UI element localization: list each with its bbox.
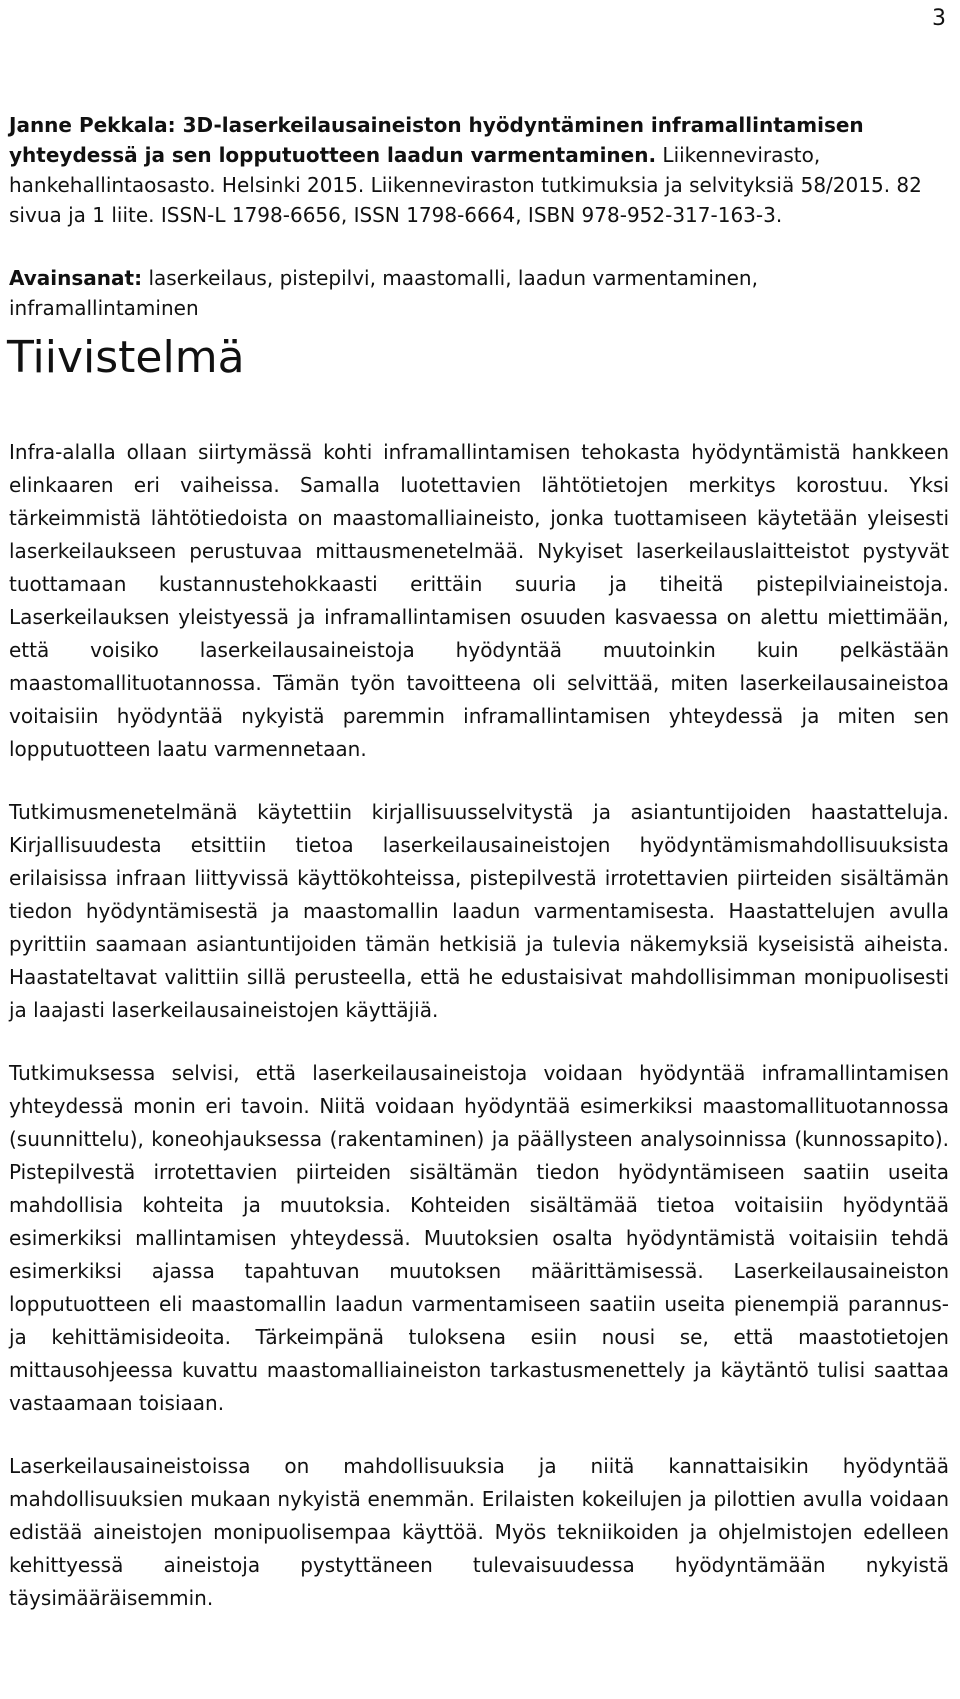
keywords-text: laserkeilaus, pistepilvi, maastomalli, laadun varmentaminen, inframallintaminen: [9, 266, 758, 320]
paragraph: Tutkimuksessa selvisi, että laserkeilausaineistoja voidaan hyödyntää inframallintamisen yhteydessä monin eri tavoin. Niitä voidaan hyödyntää esimerkiksi maastomallituotannossa (suunnittelu), koneohjauksessa (rakentaminen) ja päällysteen analysoinnissa (kunnossapito). Pistepilvestä irrotettavien piirteiden sisältämän tiedon hyödyntämiseen saatiin useita mahdollisia kohteita ja muutoksia. Kohteiden sisältämää tietoa voitaisiin hyödyntää esimerkiksi mallintamisen yhteydessä. Muutoksien osalta hyödyntämistä voitaisiin tehdä esimerkiksi ajassa tapahtuvan muutoksen määrittämisessä. Laserkeilausaineiston lopputuotteen eli maastomallin laadun varmentamiseen saatiin useita pienempiä parannus- ja kehittämisideoita. Tärkeimpänä tuloksena esiin nousi se, että maastotietojen mittausohjeessa kuvattu maastomalliaineiston tarkastusmenettely ja käytäntö tulisi saattaa vastaamaan toisiaan.: [9, 1061, 949, 1415]
reference-details: Liikennevirasto, hankehallintaosasto. Helsinki 2015. Liikenneviraston tutkimuksia ja selvityksiä 58/2015. 82 sivua ja 1 liite. ISSN-L 1798-6656, ISSN 1798-6664, ISBN 978-952-317-163-3.: [9, 143, 922, 227]
keywords: [9, 263, 945, 323]
keywords-label: Avainsanat:: [9, 266, 143, 290]
section-title: Tiivistelmä: [7, 332, 245, 383]
paragraph: Infra-alalla ollaan siirtymässä kohti inframallintamisen tehokasta hyödyntämistä hankkeen elinkaaren eri vaiheissa. Samalla luotettavien lähtötietojen merkitys korostuu. Yksi tärkeimmistä lähtötiedoista on maastomalliaineisto, jonka tuottamiseen käytetään yleisesti laserkeilaukseen perustuvaa mittausmenetelmää. Nykyiset laserkeilauslaitteistot pystyvät tuottamaan kustannustehokkaasti erittäin suuria ja tiheitä pistepilviaineistoja. Laserkeilauksen yleistyessä ja inframallintamisen osuuden kasvaessa on alettu miettimään, että voisiko laserkeilausaineistoja hyödyntää muutoinkin kuin pelkästään maastomallituotannossa. Tämän työn tavoitteena oli selvittää, miten laserkeilausaineistoa voitaisiin hyödyntää nykyistä paremmin inframallintamisen yhteydessä ja miten sen lopputuotteen laatu varmennetaan.: [9, 440, 949, 761]
reference-title: Janne Pekkala: 3D-laserkeilausaineiston hyödyntäminen inframallintamisen yhteydessä ja sen lopputuotteen laadun varmentaminen.: [9, 113, 864, 167]
page-number: 3: [932, 6, 946, 31]
paragraph: Laserkeilausaineistoissa on mahdollisuuksia ja niitä kannattaisikin hyödyntää mahdollisuuksien mukaan nykyistä enemmän. Erilaisten kokeilujen ja pilottien avulla voidaan edistää aineistojen monipuolisempaa käyttöä. Myös tekniikoiden ja ohjelmistojen edelleen kehittyessä aineistoja pystyttäneen tulevaisuudessa hyödyntämään nykyistä täysimääräisemmin.: [9, 1454, 949, 1610]
paragraph: Tutkimusmenetelmänä käytettiin kirjallisuusselvitystä ja asiantuntijoiden haastatteluja. Kirjallisuudesta etsittiin tietoa laserkeilausaineistojen hyödyntämismahdollisuuksista erilaisissa infraan liittyvissä käyttökohteissa, pistepilvestä irrotettavien piirteiden sisältämän tiedon hyödyntämisestä ja maastomallin laadun varmentamisesta. Haastattelujen avulla pyrittiin saamaan asiantuntijoiden tämän hetkisiä ja tulevia näkemyksiä kyseisistä aiheista. Haastateltavat valittiin sillä perusteella, että he edustaisivat mahdollisimman monipuolisesti ja laajasti laserkeilausaineistojen käyttäjiä.: [9, 800, 949, 1022]
bibliographic-reference: [9, 110, 945, 230]
abstract-body: [9, 436, 949, 1645]
